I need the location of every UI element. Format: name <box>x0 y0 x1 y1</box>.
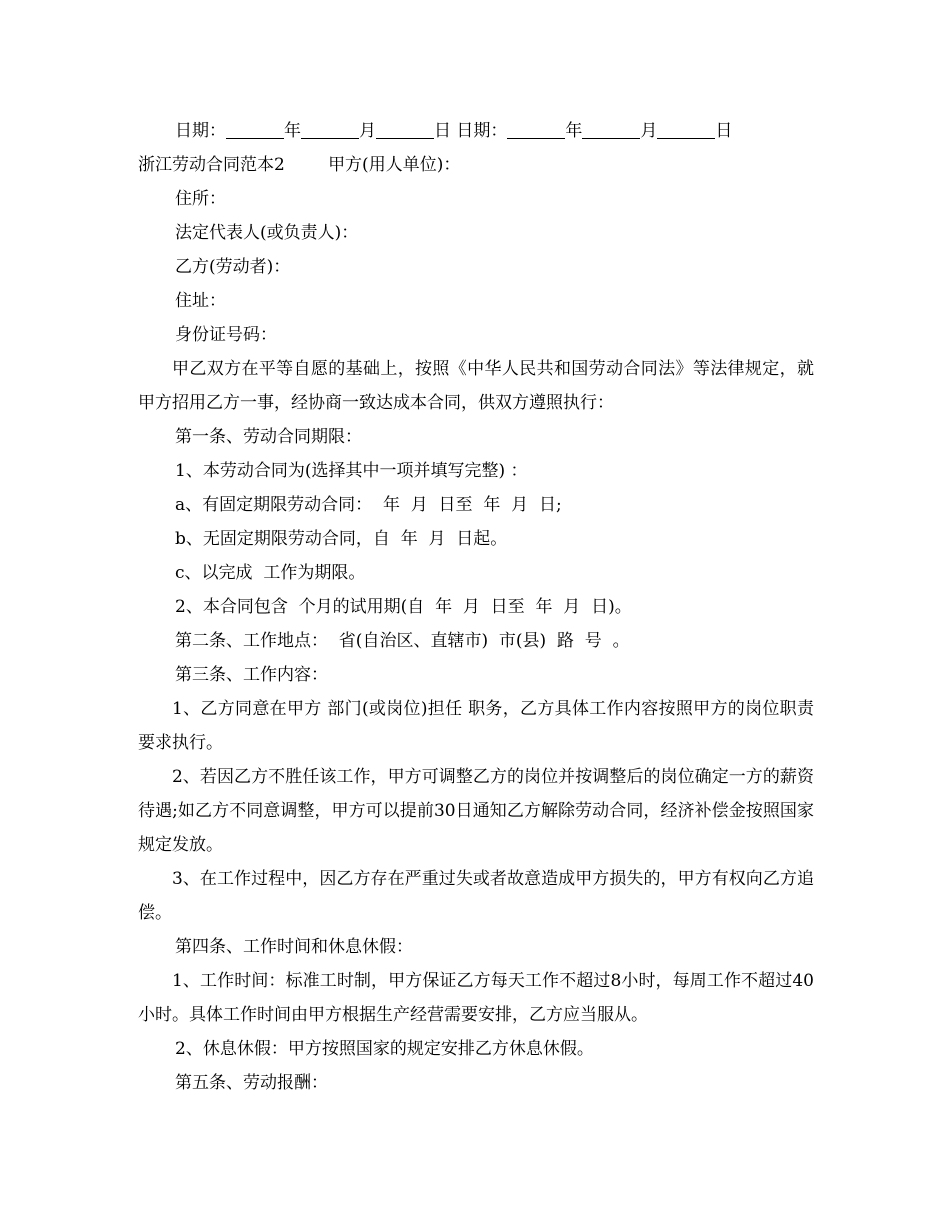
article-3-item-2: 2、若因乙方不胜任该工作，甲方可调整乙方的岗位并按调整后的岗位确定一方的薪资待遇;如乙方不同意调整，甲方可以提前30日通知乙方解除劳动合同，经济补偿金按照国家规定发放。 <box>138 767 814 855</box>
article-1-option-a: a、有固定期限劳动合同： 年 月 日至 年 月 日; <box>175 495 562 515</box>
title-line <box>138 148 814 182</box>
day-label-1: 日 <box>434 121 451 141</box>
month-label-1: 月 <box>359 121 376 141</box>
party-a-label: 甲方(用人单位)： <box>328 155 461 175</box>
article-4-title: 第四条、工作时间和休息休假： <box>175 937 413 957</box>
article-3-item-1: 1、乙方同意在甲方 部门(或岗位)担任 职务，乙方具体工作内容按照甲方的岗位职责要求执行。 <box>138 699 814 753</box>
article-1-item-2: 2、本合同包含 个月的试用期(自 年 月 日至 年 月 日)。 <box>175 597 632 617</box>
month-label-2: 月 <box>640 121 658 141</box>
article-1-option-c: c、以完成 工作为期限。 <box>175 563 366 583</box>
blank-day-2 <box>657 120 715 139</box>
intro-paragraph: 甲乙双方在平等自愿的基础上，按照《中华人民共和国劳动合同法》等法律规定，就甲方招用乙方一事，经协商一致达成本合同，供双方遵照执行： <box>138 359 814 413</box>
article-4-item-1: 1、工作时间：标准工时制，甲方保证乙方每天工作不超过8小时，每周工作不超过40小时。具体工作时间由甲方根据生产经营需要安排，乙方应当服从。 <box>138 971 814 1025</box>
document-body <box>138 114 814 1100</box>
article-4-item-2: 2、休息休假：甲方按照国家的规定安排乙方休息休假。 <box>175 1039 594 1059</box>
party-b-field: 乙方(劳动者)： <box>175 257 291 277</box>
document-title: 浙江劳动合同范本2 <box>138 155 285 175</box>
article-1-title: 第一条、劳动合同期限： <box>175 427 362 447</box>
date-line <box>138 114 814 148</box>
id-number-field: 身份证号码： <box>175 325 277 345</box>
address-field: 住址： <box>175 291 226 311</box>
blank-month-2 <box>582 120 640 139</box>
blank-year-1 <box>226 120 284 139</box>
article-1-option-b: b、无固定期限劳动合同，自 年 月 日起。 <box>175 529 508 549</box>
day-label-2: 日 <box>715 121 733 141</box>
legal-rep-field: 法定代表人(或负责人)： <box>175 223 359 243</box>
blank-month-1 <box>301 120 359 139</box>
blank-year-2 <box>507 120 565 139</box>
article-1-item-1: 1、本劳动合同为(选择其中一项并填写完整) ： <box>175 461 528 481</box>
year-label-2: 年 <box>565 121 583 141</box>
residence-field: 住所： <box>175 189 226 209</box>
date-label-2: 日期： <box>456 121 508 141</box>
year-label-1: 年 <box>284 121 301 141</box>
article-3-item-3: 3、在工作过程中，因乙方存在严重过失或者故意造成甲方损失的，甲方有权向乙方追偿。 <box>138 869 814 923</box>
date-label-1: 日期： <box>175 121 226 141</box>
article-2-title: 第二条、工作地点： 省(自治区、直辖市) 市(县) 路 号 。 <box>175 631 630 651</box>
article-3-title: 第三条、工作内容： <box>175 665 328 685</box>
article-5-title: 第五条、劳动报酬： <box>175 1073 328 1093</box>
blank-day-1 <box>376 120 434 139</box>
